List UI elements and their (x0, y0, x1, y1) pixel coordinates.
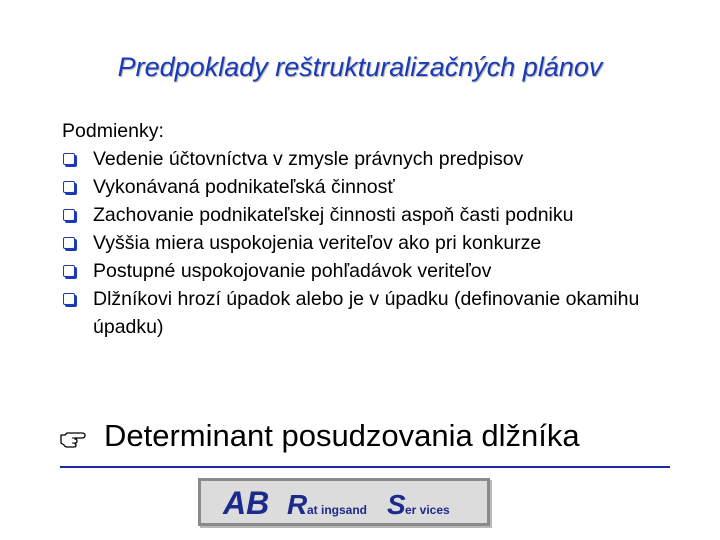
logo-ratings-initial: R (287, 489, 308, 520)
conditions-list (62, 145, 682, 341)
list-item-text: Vedenie účtovníctva v zmysle právnych predpisov (93, 148, 524, 170)
square-bullet-icon (63, 265, 75, 277)
logo-services-text: er vices (405, 503, 450, 517)
ab-ratings-services-logo (198, 478, 490, 526)
square-bullet-icon (63, 209, 75, 221)
list-item (62, 145, 682, 173)
logo-services-initial: S (387, 489, 406, 520)
slide-body (62, 117, 682, 341)
list-item-text: Vykonávaná podnikateľská činnosť (93, 176, 395, 198)
square-bullet-icon (63, 293, 75, 305)
logo-ratings-text: at ingsand (307, 503, 368, 517)
list-item (62, 201, 682, 229)
list-item-text: Vyššia miera uspokojenia veriteľov ako pri konkurze (93, 232, 542, 254)
logo-ab-text: AB (223, 485, 270, 521)
determinant-text: Determinant posudzovania dlžníka (104, 418, 580, 453)
list-item (62, 229, 682, 257)
list-item-text: Postupné uspokojovanie pohľadávok veriteľov (93, 260, 492, 282)
determinant-line (60, 420, 670, 468)
list-item (62, 173, 682, 201)
square-bullet-icon (63, 181, 75, 193)
list-item (62, 257, 682, 285)
conditions-heading: Podmienky: (62, 120, 164, 142)
list-item-text: Dlžníkovi hrozí úpadok alebo je v úpadku (definovanie okamihu úpadku) (93, 288, 640, 338)
square-bullet-icon (63, 237, 75, 249)
slide-title: Predpoklady reštrukturalizačných plánov (117, 52, 603, 82)
square-bullet-icon (63, 153, 75, 165)
list-item (62, 285, 682, 341)
pointing-hand-icon (60, 426, 86, 448)
list-item-text: Zachovanie podnikateľskej činnosti aspoň časti podniku (93, 204, 574, 226)
